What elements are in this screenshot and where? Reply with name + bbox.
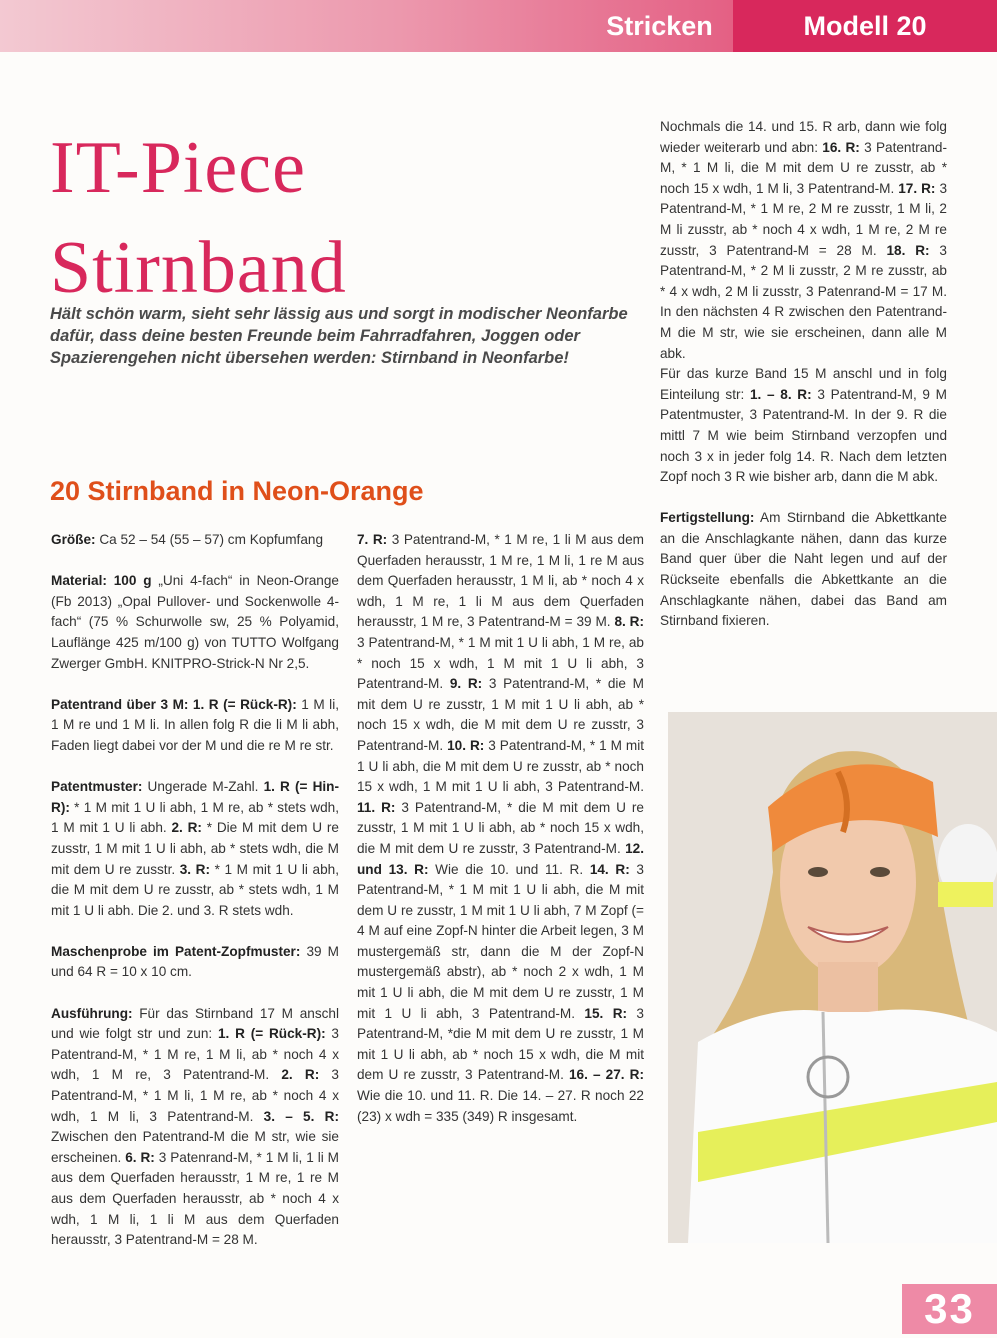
- fertigstellung-paragraph: Fertigstellung: Am Stirnband die Abkettkante an die Anschlagkante nähen, dann das kurze Band quer über die Naht legen und auf der Rückseite ebenfalls die Abkettkante an die Anschlagkante nähen, dabei das Band am Stirnband fixieren.: [660, 510, 947, 629]
- column-2: [357, 530, 644, 1148]
- ausfuehrung-paragraph-start: Ausführung: Für das Stirnband 17 M anschl und wie folgt str und zun: 1. R (= Rück-R): 3 Patentrand-M, * 1 M re, 1 M li, ab * noch 4 x wdh, 1 M re, 3 Patentrand-M. 2. R: 3 Patentrand-M, * 1 M li, 1 M re, ab * noch 4 x wdh, 1 M li, 3 Patentrand-M. 3. – 5. R: Zwischen den Patentrand-M die M str, wie sie erscheinen. 6. R: 3 Patenrand-M, * 1 M li, 1 li M aus dem Querfaden herausstr, 1 M re, 1 re M aus dem Querfaden herausstr, ab * noch 4 x wdh, 1 M li, 1 li M aus dem Querfaden herausstr, 3 Patentrand-M = 28 M.: [51, 1005, 339, 1248]
- page-title: [50, 118, 347, 318]
- patentmuster-paragraph: Patentmuster: Ungerade M-Zahl. 1. R (= Hin-R): * 1 M mit 1 U li abh, 1 M re, ab * stets wdh, 1 M mit 1 U li abh. 2. R: * Die M mit dem U re zusstr, 1 M mit 1 U li abh, ab * stets wdh, die M mit dem U re zusstr. 3. R: * 1 M mit 1 U li abh, die M mit dem U re zusstr, ab * stets wdh, 1 M mit 1 U li abh. Die 2. und 3. R stets wdh.: [51, 779, 340, 918]
- material-paragraph: Material: 100 g „Uni 4-fach“ in Neon-Orange (Fb 2013) „Opal Pullover- und Sockenwolle 4-fach“ (75 % Schurwolle sw, 25 % Polyamid, Lauflänge 425 m/100 g) von TUTTO Wolfgang Zwerger GmbH. KNITPRO-Strick-N Nr 2,5.: [51, 573, 339, 671]
- maschenprobe-paragraph: Maschenprobe im Patent-Zopfmuster: 39 M und 64 R = 10 x 10 cm.: [51, 943, 339, 980]
- column-1: [51, 530, 339, 1271]
- intro-text: Hält schön warm, sieht sehr lässig aus und sorgt in modischer Neonfarbe dafür, dass deine besten Freunde beim Fahrradfahren, Joggen oder Spazierengehen nicht übersehen werden: Stirnband in Neonfarbe!: [50, 305, 628, 367]
- model-tab: Modell 20: [733, 0, 997, 52]
- title-line-1: IT-Piece: [50, 127, 306, 209]
- ausfuehrung-paragraph-continued: 7. R: 3 Patentrand-M, * 1 M re, 1 li M aus dem Querfaden herausstr, 1 M re, 1 M li, 1 re M aus dem Querfaden herausstr, 1 M li, ab * noch 4 x wdh, 1 M re, 1 li M aus dem Querfaden herausstr, 1 M re, 3 Patentrand-M = 39 M. 8. R: 3 Patentrand-M, * 1 M mit 1 U li abh, 1 M re, ab * noch 15 x wdh, 1 M mit 1 U li abh, 3 Patentrand-M. 9. R: 3 Patentrand-M, * die M mit dem U re zusstr, 1 M mit 1 U li abh, ab * noch 15 x wdh, die M mit dem U re zusstr, 3 Patentrand-M. 10. R: 3 Patentrand-M, * 1 M mit 1 U li abh, die M mit dem U re zusstr, ab * noch 15 x wdh, 1 M mit 1 U li abh, 3 Patentrand-M. 11. R: 3 Patentrand-M, * die M mit dem U re zusstr, 1 M mit 1 U li abh, ab * noch 15 x wdh, die M mit dem U re zusstr, 3 Patentrand-M. 12. und 13. R: Wie die 10. und 11. R. 14. R: 3 Patentrand-M, * 1 M mit 1 U li abh, die M mit dem U re zusstr, 1 M mit 1 U li abh, 7 M Zopf (= 4 M auf eine Zopf-N hinter die Arbeit legen, 3 M mustergemäß str, dann die M der Zopf-N mustergemäß abstr), ab * noch 2 x wdh, 1 M mit 1 U li abh, die M mit dem U re zusstr, 1 M mit 1 U li abh, 3 Patentrand-M. 15. R: 3 Patentrand-M, *die M mit dem U re zusstr, 1 M mit 1 U li abh, ab * noch 15 x wdh, die M mit dem U re zusstr, 3 Patentrand-M. 16. – 27. R: Wie die 10. und 11. R. Die 14. – 27. R noch 22 (23) x wdh = 335 (349) R insgesamt.: [357, 532, 644, 1124]
- size-paragraph: Größe: Ca 52 – 54 (55 – 57) cm Kopfumfang: [51, 532, 324, 547]
- kurzes-band-paragraph: Für das kurze Band 15 M anschl und in folg Einteilung str: 1. – 8. R: 3 Patentrand-M, 9 M Patentmuster, 3 Patentrand-M. In der 9. R die mittl 7 M wie beim Stirnband verzopfen und noch 3 x in jeder folg 14. R. Nach dem letzten Zopf noch 3 R wie bisher arb, dann die M abk.: [660, 366, 948, 485]
- page-number: 33: [902, 1284, 997, 1334]
- patentrand-paragraph: Patentrand über 3 M: 1. R (= Rück-R): 1 M li, 1 M re und 1 M li. In allen folg R die li M li abh, Faden liegt dabei vor der M und die re M re str.: [51, 696, 339, 753]
- model-photo: [668, 712, 997, 1243]
- title-line-2: Stirnband: [50, 227, 347, 309]
- header-bar: [0, 0, 997, 52]
- section-label: Stricken: [606, 11, 713, 41]
- column-3: [660, 117, 947, 652]
- abnahme-paragraph: Nochmals die 14. und 15. R arb, dann wie folg wieder weiterarb und abn: 16. R: 3 Patentrand-M, * 1 M li, die M mit dem U re zusstr, ab * noch 15 x wdh, 1 M li, 3 Patentrand-M. 17. R: 3 Patentrand-M, * 1 M re, 2 M re zusstr, 1 M li, 2 M li zusstr, ab * noch 4 x wdh, 1 M re, 2 M re zusstr, 3 Patentrand-M = 28 M. 18. R: 3 Patentrand-M, * 2 M li zusstr, 2 M re zusstr, ab * 4 x wdh, 2 M li zusstr, 3 Patenrand-M = 17 M. In den nächsten 4 R zwischen den Patentrand-M die M str, wie sie erscheinen, dann alle M abk.: [660, 119, 947, 361]
- photo-illustration: [668, 712, 997, 1243]
- section-heading: 20 Stirnband in Neon-Orange: [50, 476, 424, 506]
